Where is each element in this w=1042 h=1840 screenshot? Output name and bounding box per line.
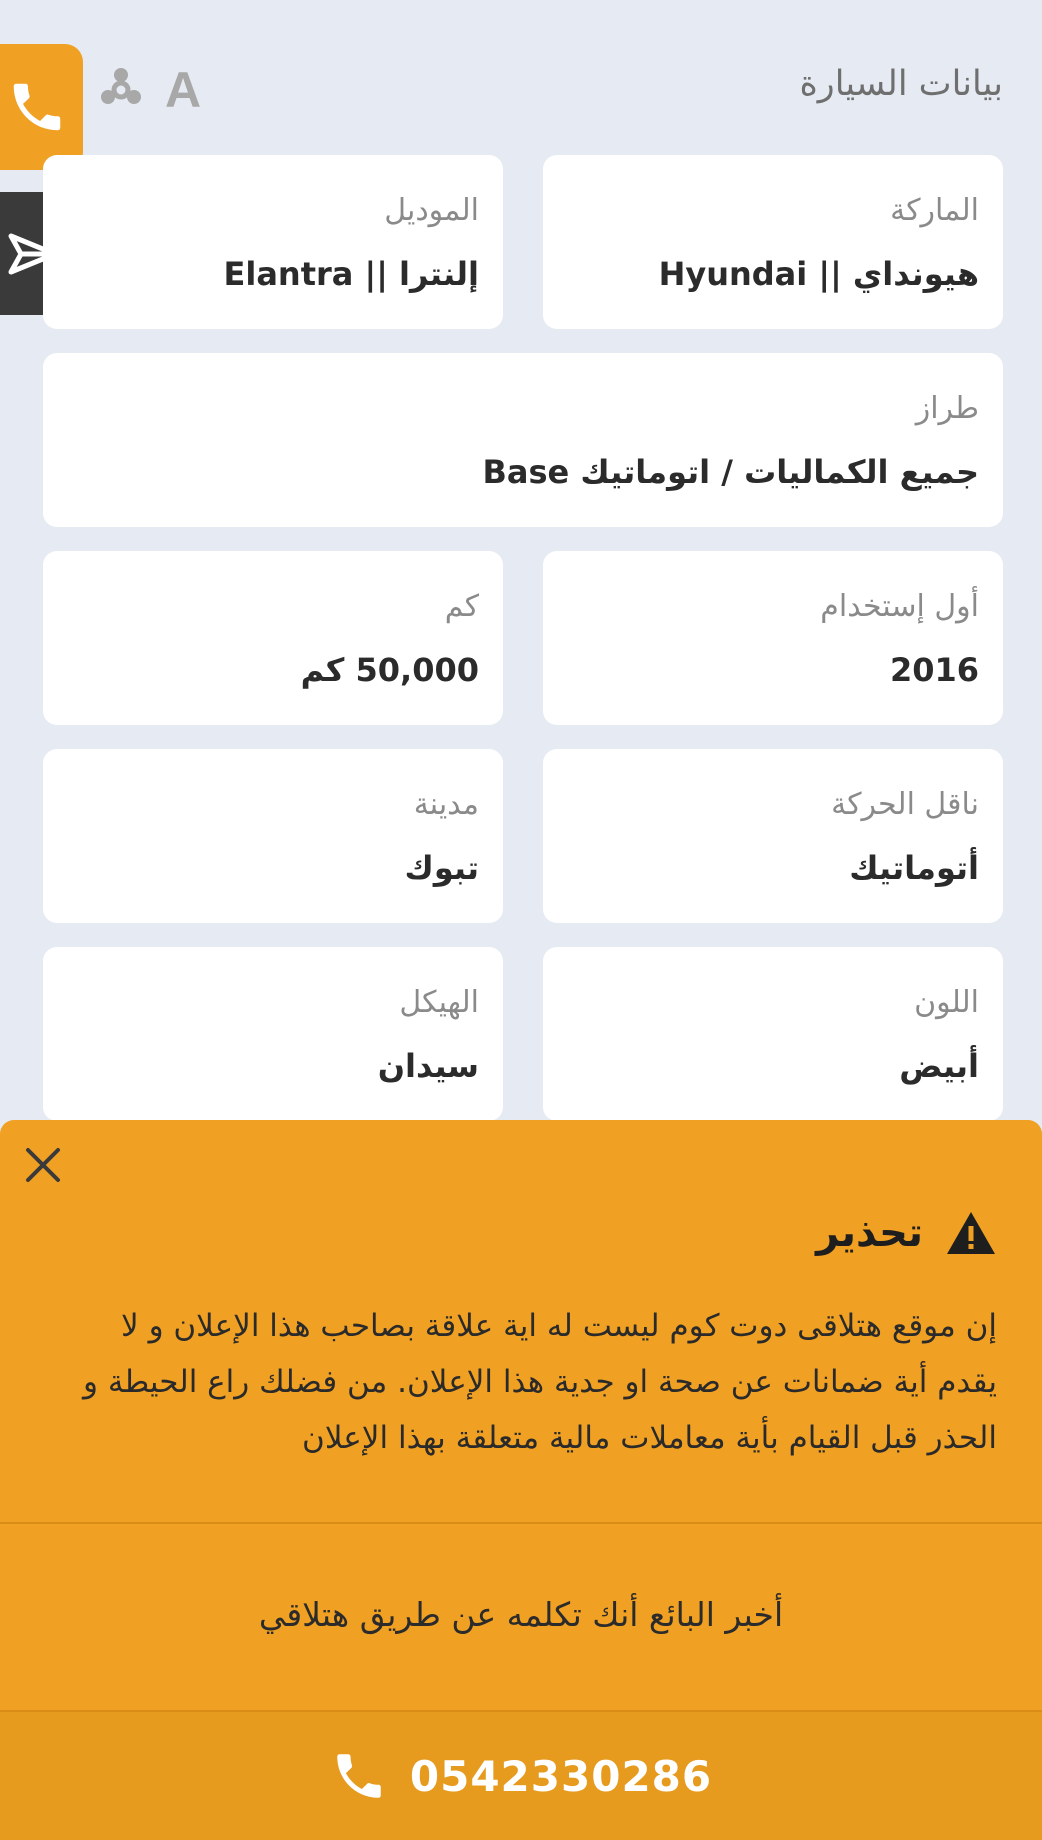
color-label: اللون (914, 985, 979, 1020)
card-trim (43, 353, 1003, 527)
warning-text: إن موقع هتلاقى دوت كوم ليست له اية علاقة بصاحب هذا الإعلان و لا يقدم أية ضمانات عن صحة او جدية هذا الإعلان. من فضلك راع الحيطة و الحذر قبل القيام بأية معاملات مالية متعلقة بهذا الإعلان (83, 1308, 997, 1456)
tell-seller-text: أخبر البائع أنك تكلمه عن طريق هتلاقي (258, 1595, 784, 1634)
card-color (543, 947, 1003, 1121)
card-model (43, 155, 503, 329)
brand-value: هيونداي || Hyundai (658, 255, 979, 293)
body-value: سيدان (377, 1047, 479, 1085)
card-km (43, 551, 503, 725)
first-use-value: 2016 (889, 651, 979, 689)
card-city (43, 749, 503, 923)
section-title: بيانات السيارة (799, 64, 1003, 104)
model-value: إلنترا || Elantra (223, 255, 479, 293)
card-first-use (543, 551, 1003, 725)
warning-header (816, 1210, 997, 1256)
city-value: تبوك (404, 849, 479, 887)
text-size-button[interactable]: A (165, 62, 202, 118)
trim-value: جميع الكماليات / اتوماتيك Base (482, 453, 979, 491)
warning-title: تحذير (816, 1210, 923, 1256)
color-value: أبيض (899, 1047, 979, 1085)
phone-icon (6, 76, 68, 138)
warning-icon (945, 1210, 997, 1256)
km-value: 50,000 كم (300, 651, 479, 689)
toolbar-icons (95, 62, 201, 118)
close-icon[interactable] (22, 1144, 64, 1186)
phone-icon (330, 1747, 388, 1805)
phone-number: 0542330286 (409, 1751, 713, 1801)
card-body (43, 947, 503, 1121)
divider (0, 1522, 1042, 1524)
settings-icon[interactable] (95, 64, 147, 116)
card-transmission (543, 749, 1003, 923)
call-seller-button[interactable] (0, 1712, 1042, 1840)
transmission-value: أتوماتيك (849, 849, 979, 887)
first-use-label: أول إستخدام (820, 589, 979, 624)
brand-label: الماركة (890, 193, 979, 228)
city-label: مدينة (413, 787, 479, 822)
card-brand (543, 155, 1003, 329)
km-label: كم (444, 589, 479, 624)
floating-call-button[interactable] (0, 44, 83, 170)
warning-sheet (0, 1120, 1042, 1840)
model-label: الموديل (384, 193, 479, 228)
body-label: الهيكل (399, 985, 479, 1020)
transmission-label: ناقل الحركة (831, 787, 979, 822)
trim-label: طراز (915, 391, 979, 426)
